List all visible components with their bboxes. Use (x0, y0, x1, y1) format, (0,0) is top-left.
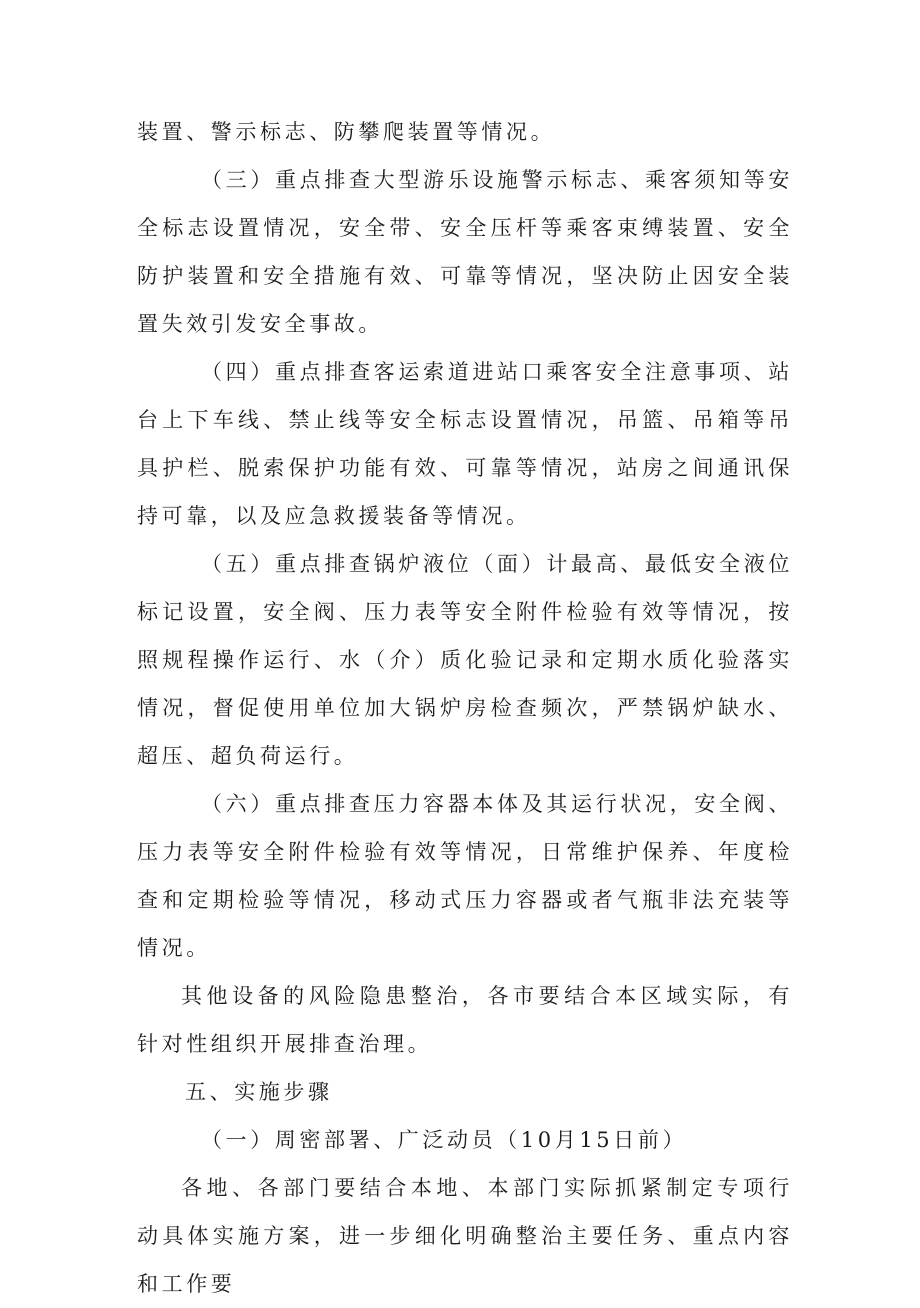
paragraph-step-1-body: 各地、各部门要结合本地、本部门实际抓紧制定专项行动具体实施方案，进一步细化明确整治主要任务、重点内容和工作要 (137, 1176, 793, 1296)
paragraph-continuation: 装置、警示标志、防攀爬装置等情况。 (137, 120, 556, 144)
step-heading-deployment: （一）周密部署、广泛动员（10月15日前） (201, 1128, 688, 1152)
paragraph-item-5: （五）重点排查锅炉液位（面）计最高、最低安全液位标记设置，安全阀、压力表等安全附件检验有效等情况，按照规程操作运行、水（介）质化验记录和定期水质化验落实情况，督促使用单位加大锅炉房检查频次，严禁锅炉缺水、超压、超负荷运行。 (137, 552, 793, 768)
paragraph-other-equipment: 其他设备的风险隐患整治，各市要结合本区域实际，有针对性组织开展排查治理。 (137, 984, 793, 1056)
paragraph-item-3: （三）重点排查大型游乐设施警示标志、乘客须知等安全标志设置情况，安全带、安全压杆等乘客束缚装置、安全防护装置和安全措施有效、可靠等情况，坚决防止因安全装置失效引发安全事故。 (137, 168, 793, 336)
paragraph-item-4: （四）重点排查客运索道进站口乘客安全注意事项、站台上下车线、禁止线等安全标志设置情况，吊篮、吊箱等吊具护栏、脱索保护功能有效、可靠等情况，站房之间通讯保持可靠，以及应急救援装备等情况。 (137, 360, 793, 528)
paragraph-item-6: （六）重点排查压力容器本体及其运行状况，安全阀、压力表等安全附件检验有效等情况，日常维护保养、年度检查和定期检验等情况，移动式压力容器或者气瓶非法充装等情况。 (137, 792, 793, 960)
document-body (137, 108, 793, 1308)
section-heading-implementation-steps: 五、实施步骤 (185, 1080, 333, 1104)
